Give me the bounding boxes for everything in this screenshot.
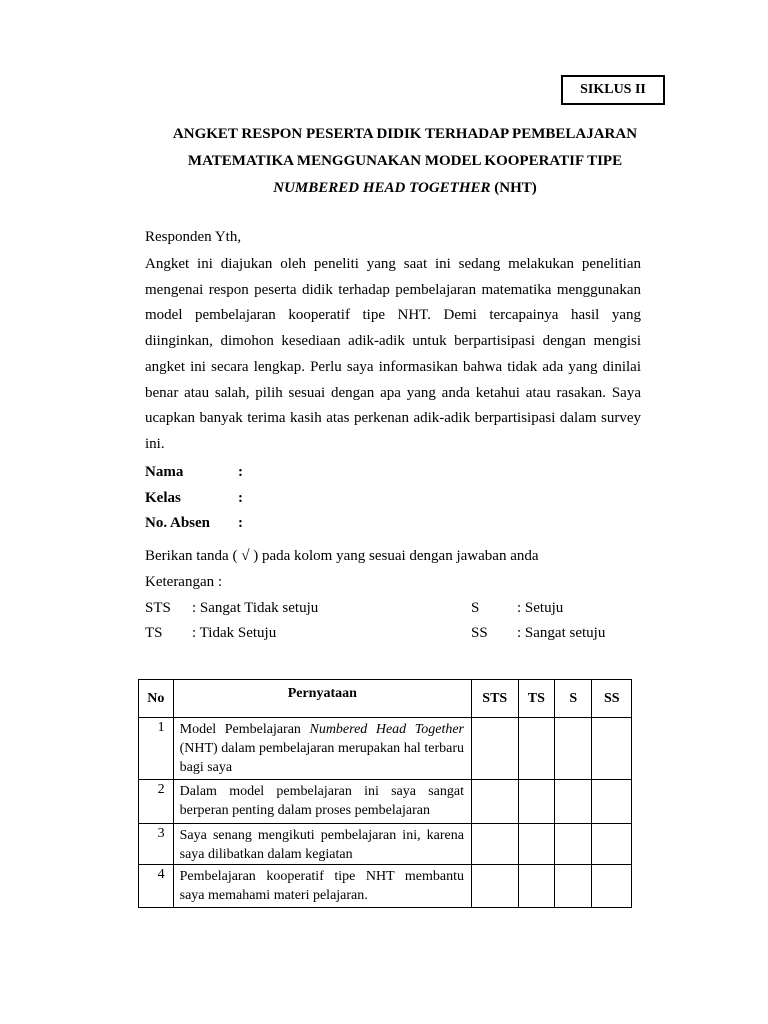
legend-sts (145, 600, 318, 617)
row-number: 1 (139, 718, 174, 780)
table-row (139, 718, 632, 780)
answer-cell-sts[interactable] (472, 824, 519, 865)
answer-cell-ts[interactable] (518, 865, 555, 908)
legend-s-abbr: S (471, 600, 480, 616)
absence-number-label: No. Absen (145, 515, 211, 531)
answer-cell-ss[interactable] (592, 824, 632, 865)
absence-number-field[interactable] (145, 515, 243, 532)
name-field[interactable] (145, 464, 243, 481)
statement-text: Pembelajaran kooperatif tipe NHT membantu saya memahami materi pelajaran. (179, 869, 464, 903)
row-number: 2 (139, 780, 174, 824)
intro-paragraph: Angket ini diajukan oleh peneliti yang saat ini sedang melakukan penelitian mengenai respon peserta didik terhadap pembelajaran matematika menggunakan model pembelajaran kooperatif tipe NHT. Demi tercapainya hasil yang diinginkan, dimohon kesediaan adik-adik untuk berpartisipasi dengan mengisi angket ini secara lengkap. Perlu saya informasikan bahwa tidak ada yang dinilai benar atau salah, pilih sesuai dengan apa yang anda ketahui atau rasakan. Saya ucapkan banyak terima kasih atas perkenan adik-adik berpartisipasi dalam survey ini. (145, 256, 641, 452)
header-ss: SS (592, 680, 632, 718)
absence-number-colon: : (238, 515, 243, 531)
row-number: 4 (139, 865, 174, 908)
header-ts: TS (518, 680, 555, 718)
answer-cell-ts[interactable] (518, 718, 555, 780)
header-s: S (555, 680, 592, 718)
legend-ts-abbr: TS (145, 625, 163, 641)
legend-sts-desc: : Sangat Tidak setuju (192, 600, 319, 616)
legend-heading: Keterangan : (145, 574, 223, 590)
header-sts: STS (472, 680, 519, 718)
answer-cell-ts[interactable] (518, 824, 555, 865)
legend-ss-abbr: SS (471, 625, 488, 641)
class-colon: : (238, 490, 243, 506)
answer-cell-s[interactable] (555, 824, 592, 865)
header-statement: Pernyataan (173, 680, 471, 718)
legend-s (471, 600, 563, 617)
legend-ss-desc: : Sangat setuju (517, 625, 606, 641)
salutation: Responden Yth, (145, 229, 242, 245)
answer-cell-sts[interactable] (472, 865, 519, 908)
class-field[interactable] (145, 490, 243, 507)
name-colon: : (238, 464, 243, 480)
table-row (139, 780, 632, 824)
answer-cell-ss[interactable] (592, 780, 632, 824)
statement-text: Saya senang mengikuti pembelajaran ini, karena saya dilibatkan dalam kegiatan (179, 828, 464, 862)
legend-ss (471, 625, 605, 642)
cycle-label-box: SIKLUS II (561, 75, 665, 105)
statement-text-end: (NHT) dalam pembelajaran merupakan hal terbaru bagi saya (179, 741, 464, 775)
answer-cell-ts[interactable] (518, 780, 555, 824)
title-nht-part: (NHT) (490, 180, 537, 196)
answer-cell-s[interactable] (555, 780, 592, 824)
legend-ts (145, 625, 276, 642)
row-number: 3 (139, 824, 174, 865)
statement-cell (173, 718, 471, 780)
answer-cell-s[interactable] (555, 865, 592, 908)
table-row (139, 865, 632, 908)
statement-cell (173, 865, 471, 908)
statement-text: Model Pembelajaran (179, 722, 310, 737)
answer-cell-ss[interactable] (592, 718, 632, 780)
statement-cell (173, 824, 471, 865)
legend-s-desc: : Setuju (517, 600, 564, 616)
name-label: Nama (145, 464, 184, 480)
legend-ts-desc: : Tidak Setuju (192, 625, 277, 641)
title-italic-part: NUMBERED HEAD TOGETHER (273, 180, 491, 196)
statement-italic-text: Numbered Head Together (309, 722, 464, 737)
table-header-row (139, 680, 632, 718)
table-row (139, 824, 632, 865)
answer-cell-sts[interactable] (472, 780, 519, 824)
answer-cell-sts[interactable] (472, 718, 519, 780)
class-label: Kelas (145, 490, 181, 506)
title-line-2: MATEMATIKA MENGGUNAKAN MODEL KOOPERATIF TIPE (187, 153, 623, 169)
answer-cell-s[interactable] (555, 718, 592, 780)
legend-sts-abbr: STS (145, 600, 171, 616)
statement-cell (173, 780, 471, 824)
answer-cell-ss[interactable] (592, 865, 632, 908)
statement-text: Dalam model pembelajaran ini saya sangat berperan penting dalam proses pembelajaran (179, 784, 464, 818)
header-no: No (139, 680, 174, 718)
instruction-text: Berikan tanda ( √ ) pada kolom yang sesuai dengan jawaban anda (145, 548, 539, 564)
title-line-1: ANGKET RESPON PESERTA DIDIK TERHADAP PEMBELAJARAN (172, 126, 638, 142)
title-line-3 (145, 180, 665, 197)
questionnaire-table (138, 679, 632, 908)
